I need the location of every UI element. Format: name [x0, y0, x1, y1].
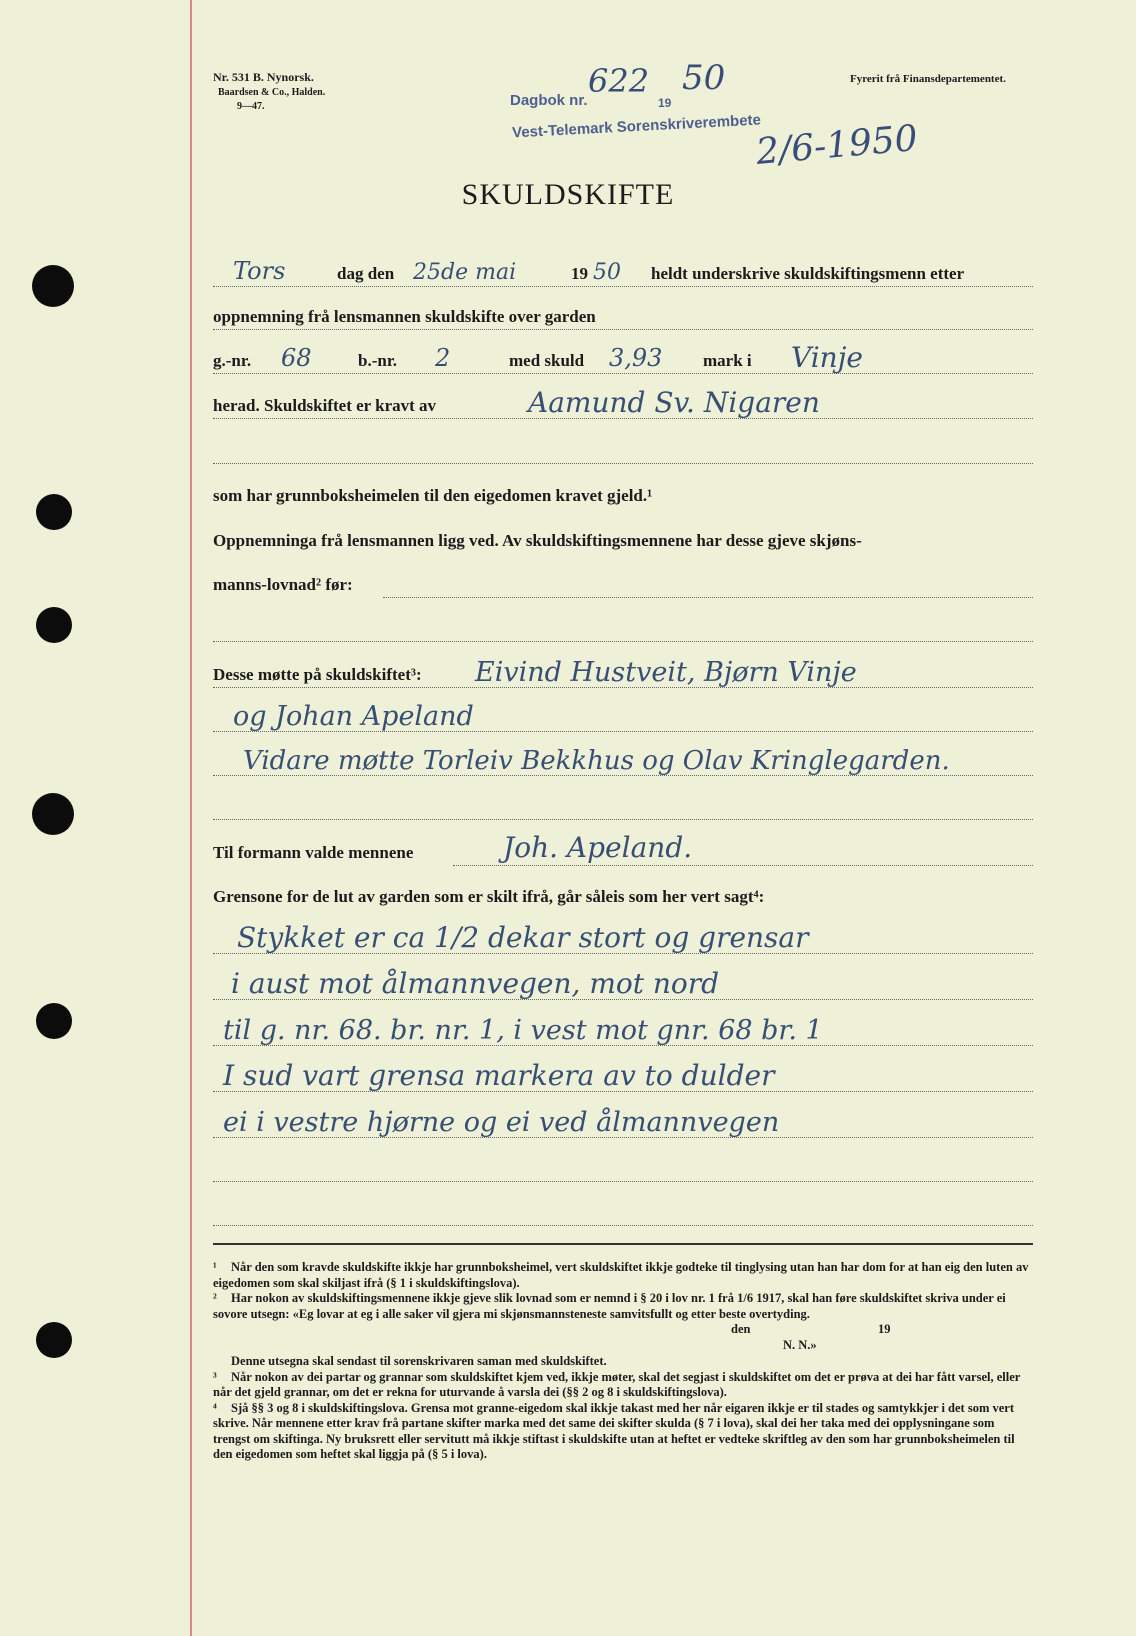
form-line-grunnbok — [213, 485, 1033, 509]
bnr-label: b.-nr. — [358, 351, 403, 371]
footnote-2b — [213, 1354, 1033, 1370]
place-value: Vinje — [791, 341, 863, 374]
footnote-3 — [213, 1370, 1033, 1401]
form-line-mote-2 — [213, 701, 1033, 732]
attendees-2: og Johan Apeland — [233, 701, 474, 732]
stamp-dagbok-label: Dagbok nr. — [510, 92, 588, 109]
form-line-formann — [213, 831, 1033, 866]
attendees-3: Vidare møtte Torleiv Bekkhus og Olav Kringlegarden. — [243, 746, 950, 776]
punch-hole — [32, 265, 74, 307]
form-line-boundary — [213, 1059, 1033, 1092]
year-prefix: 19 — [571, 264, 594, 284]
grunnbok-text: som har grunnboksheimelen til den eigedomen kravet gjeld.¹ — [213, 486, 658, 506]
form-line-herad — [213, 386, 1033, 419]
form-line-blank — [213, 1202, 1033, 1226]
form-line-blank — [213, 1158, 1033, 1182]
footnote-2-nn — [213, 1338, 1033, 1354]
herad-label: herad. Skuldskiftet er kravt av — [213, 396, 442, 416]
punch-hole — [36, 494, 72, 530]
day-value: Tors — [233, 257, 286, 285]
print-date: 9—47. — [237, 101, 265, 112]
footnote-2-signature — [213, 1322, 1033, 1338]
boundary-line-1: Stykket er ca 1/2 dekar stort og grensar — [237, 921, 809, 954]
stamp-date: 2/6-1950 — [754, 118, 920, 173]
stamp-year: 50 — [682, 58, 726, 98]
footnotes — [213, 1260, 1033, 1463]
punch-hole — [36, 607, 72, 643]
oppnemning-text: oppnemning frå lensmannen skuldskifte over garden — [213, 307, 602, 327]
boundary-line-3: til g. nr. 68. br. nr. 1, i vest mot gnr. 68 br. 1 — [223, 1015, 823, 1046]
mote-label: Desse møtte på skuldskiftet³: — [213, 665, 428, 685]
footnote-marker: ⁴ — [213, 1400, 217, 1415]
footnote-nn: N. N.» — [783, 1338, 817, 1352]
form-line-blank — [213, 796, 1033, 820]
grense-text: Grensone for de lut av garden som er skilt ifrå, går såleis som her vert sagt⁴: — [213, 887, 770, 907]
form-line-boundary — [213, 921, 1033, 954]
form-line-grense — [213, 886, 1033, 910]
form-line-boundary — [213, 1015, 1033, 1046]
punch-hole — [36, 1003, 72, 1039]
authority-note: Fyrerit frå Finansdepartementet. — [850, 73, 1006, 85]
dag-den-label: dag den — [337, 264, 400, 284]
footnote-year: 19 — [878, 1322, 891, 1336]
form-number: Nr. 531 B. Nynorsk. — [213, 70, 314, 84]
footnote-text: Når den som kravde skuldskifte ikkje har grunnboksheimel, vert skuldskiftet ikkje godteke til tinglysing utan han har dom for at han eig den luten av eigedomen som skal skiljast ifrå (§ 1 i skuldskiftingslova). — [213, 1260, 1029, 1290]
form-line-lovnad — [213, 574, 1033, 598]
mark-label: mark i — [703, 351, 758, 371]
footnote-den: den — [731, 1322, 751, 1336]
boundary-line-4: I sud vart grensa markera av to dulder — [223, 1059, 775, 1092]
stamp-office: Vest-Telemark Sorenskriverembete — [511, 111, 762, 142]
punch-hole — [36, 1322, 72, 1358]
form-line-blank — [213, 440, 1033, 464]
footnote-1 — [213, 1260, 1033, 1291]
year-value: 50 — [593, 260, 621, 285]
date-value: 25de mai — [413, 260, 517, 285]
footnote-text: Denne utsegna skal sendast til sorenskrivaren saman med skuldskiftet. — [231, 1354, 607, 1368]
boundary-line-5: ei i vestre hjørne og ei ved ålmannvegen — [223, 1107, 780, 1138]
footnote-marker: ³ — [213, 1369, 217, 1384]
page-title: SKULDSKIFTE — [461, 178, 675, 211]
footnote-marker: ¹ — [213, 1260, 217, 1274]
stamp-number: 622 — [588, 62, 650, 100]
skuld-label: med skuld — [509, 351, 590, 371]
footnote-4 — [213, 1401, 1033, 1463]
lovnad-text: manns-lovnad² før: — [213, 575, 359, 595]
printer-name: Baardsen & Co., Halden. — [218, 87, 326, 98]
formann-value: Joh. Apeland. — [503, 831, 693, 864]
form-line-boundary — [213, 1107, 1033, 1138]
boundary-line-2: i aust mot ålmannvegen, mot nord — [231, 967, 720, 1000]
form-line-boundary — [213, 967, 1033, 1000]
gnr-label: g.-nr. — [213, 351, 257, 371]
footnote-2 — [213, 1291, 1033, 1322]
stamp-year-prefix: 19 — [658, 96, 672, 110]
requester-value: Aamund Sv. Nigaren — [528, 386, 820, 419]
footnote-text: Når nokon av dei partar og grannar som skuldskiftet kjem ved, ikkje møter, skal det segjast i skuldskiftet om det er prøva at dei har fått varsel, eller når det gjeld grannar, om det er rekna for uturvande å varsla dei (§§ 2 og 8 i skuldskiftingslova). — [213, 1369, 1021, 1399]
intro-text: heldt underskrive skuldskiftingsmenn etter — [651, 264, 970, 284]
form-line-mote-3 — [213, 746, 1033, 776]
form-line-oppnemninga — [213, 530, 1033, 554]
footnote-divider — [213, 1243, 1033, 1245]
form-line-gnr — [213, 341, 1033, 374]
stamp-dagbok — [510, 92, 588, 109]
form-line-oppnemning — [213, 306, 1033, 330]
footnote-marker: ² — [213, 1291, 217, 1305]
footnote-text: Har nokon av skuldskiftingsmennene ikkje gjeve slik lovnad som er nemnd i § 20 i lov nr. 1 frå 1/6 1917, skal han føre skuldskiftet skriva under ei sovore utsegn: «Eg lovar at eg i alle saker vil gjera mi skjønsmannsteneste samvitsfullt og etter beste overtyding. — [213, 1291, 1006, 1321]
skuld-value: 3,93 — [609, 344, 663, 372]
gnr-value: 68 — [281, 344, 312, 372]
bnr-value: 2 — [435, 344, 451, 372]
punch-hole — [32, 793, 74, 835]
oppnemninga-text: Oppnemninga frå lensmannen ligg ved. Av skuldskiftingsmennene har desse gjeve skjøns- — [213, 531, 868, 551]
form-line-date — [213, 257, 1033, 287]
footnote-text: Sjå §§ 3 og 8 i skuldskiftingslova. Grensa mot granne-eigedom skal ikkje takast med her når eigaren ikkje er til stades og samtykkjer i det som vert skrive. Når mennene etter krav frå partane skifter marka med det same dei skifter skulda (§ 7 i lova), skal dei her taka med dei opplysningane som trengst om skiftinga. Ny bruksrett eller servitutt må ikkje stiftast i skuldskifte utan at heftet er vedteke skriftleg av den som har grunnboksheimelen til den eigedomen som heftet skal liggja på (§ 5 i lova). — [213, 1400, 1015, 1461]
formann-label: Til formann valde mennene — [213, 843, 419, 863]
attendees-1: Eivind Hustveit, Bjørn Vinje — [475, 657, 857, 688]
margin-line — [190, 0, 192, 1636]
form-line-blank — [213, 618, 1033, 642]
form-line-mote — [213, 657, 1033, 688]
